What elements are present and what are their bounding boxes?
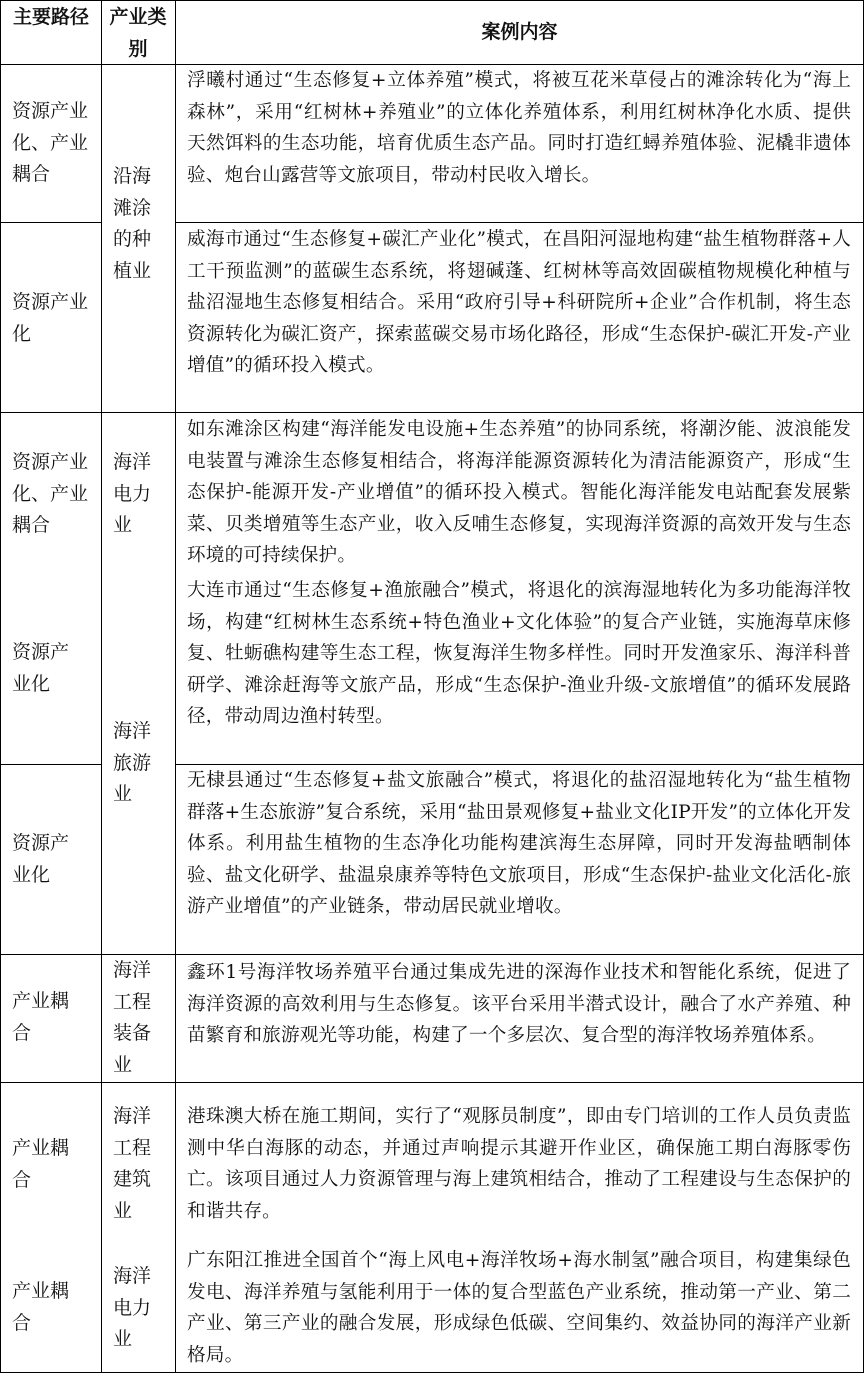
row-divider: [0, 222, 101, 223]
case-content-cell: 鑫环1号海洋牧场养殖平台通过集成先进的深海作业技术和智能化系统，促进了海洋资源的高效利用与生态修复。该平台采用半潜式设计，融合了水产养殖、种苗繁育和旅游观光等功能，构建了一个多层次、复合型的海洋牧场养殖体系。: [187, 962, 851, 1046]
row-divider: [175, 222, 864, 223]
case-content-cell: 无棣县通过“生态修复+盐文旅融合”模式，将退化的盐沼湿地转化为“盐生植物群落+生态旅游”复合系统，采用“盐田景观修复+盐业文化IP开发”的立体化开发体系。利用盐生植物的生态净化功能构建滨海生态屏障，同时开发海盐晒制体验、盐文化研学、盐温泉康养等特色文旅项目，形成“生态保护-盐业文化活化-旅游产业增值”的产业链条，带动居民就业增收。: [187, 770, 851, 917]
path-cell: 资源产业化、产业耦合: [12, 100, 89, 185]
category-cell: 海洋电力业: [113, 451, 152, 536]
category-cell: 海洋工程建筑业: [113, 1105, 152, 1222]
category-cell: 海洋工程装备业: [113, 959, 152, 1076]
path-cell: 资源产业化、产业耦合: [12, 451, 89, 536]
path-cell: 产业耦合: [12, 1280, 70, 1334]
case-content-cell: 广东阳江推进全国首个“海上风电+海洋牧场+海水制氢”融合项目，构建集绿色发电、海洋养殖与氢能利用于一体的复合型蓝色产业系统，推动第一产业、第二产业、第三产业的融合发展，形成绿色低碳、空间集约、效益协同的海洋产业新格局。: [187, 1250, 851, 1366]
path-cell: 资源产业化: [12, 832, 70, 886]
path-cell: 资源产业化: [12, 641, 70, 695]
table-border-left: [0, 0, 1, 1373]
table-border-right: [863, 0, 864, 1373]
header-case-content: 案例内容: [481, 21, 558, 43]
case-content-cell: 如东滩涂区构建“海洋能发电设施+生态养殖”的协同系统，将潮汐能、波浪能发电装置与滩涂生态修复相结合，将海洋能源资源转化为清洁能源资产，形成“生态保护-能源开发-产业增值”的循环投入模式。智能化海洋能发电站配套发展紫菜、贝类增殖等生态产业，收入反哺生态修复，实现海洋资源的高效开发与生态环境的可持续保护。: [187, 419, 851, 566]
path-cell: 资源产业化: [12, 291, 89, 345]
path-cell: 产业耦合: [12, 1137, 70, 1191]
case-content-cell: 浮曦村通过“生态修复+立体养殖”模式，将被互花米草侵占的滩涂转化为“海上森林”，采用“红树林+养殖业”的立体化养殖体系，利用红树林净化水质、提供天然饵料的生态功能，培育优质生态产品。同时打造红蟳养殖体验、泥橇非遗体验、炮台山露营等文旅项目，带动村民收入增长。: [187, 70, 851, 186]
row-divider: [0, 1082, 864, 1083]
row-divider: [0, 764, 101, 765]
header-industry-category: 产业类别: [109, 6, 167, 60]
case-content-cell: 威海市通过“生态修复+碳汇产业化”模式，在昌阳河湿地构建“盐生植物群落+人工干预监测”的蓝碳生态系统，将翅碱蓬、红树林等高效固碳植物规模化种植与盐沼湿地生态修复相结合。采用“政府引导+科研院所+企业”合作机制，将生态资源转化为碳汇资产，探索蓝碳交易市场化路径，形成“生态保护-碳汇开发-产业增值”的循环投入模式。: [187, 229, 851, 376]
row-divider: [0, 412, 864, 413]
case-content-cell: 港珠澳大桥在施工期间，实行了“观豚员制度”，即由专门培训的工作人员负责监测中华白海豚的动态，并通过声响提示其避开作业区，确保施工期白海豚零伤亡。该项目通过人力资源管理与海上建筑相结合，推动了工程建设与生态保护的和谐共存。: [187, 1106, 851, 1222]
category-cell: 海洋旅游业: [113, 720, 152, 805]
column-divider: [175, 0, 176, 1373]
category-cell: 沿海滩涂的种植业: [113, 165, 152, 282]
header-main-path: 主要路径: [12, 6, 89, 28]
column-divider: [101, 0, 102, 1373]
case-content-cell: 大连市通过“生态修复+渔旅融合”模式，将退化的滨海湿地转化为多功能海洋牧场，构建“红树林生态系统+特色渔业+文化体验”的复合产业链，实施海草床修复、牡蛎礁构建等生态工程，恢复海洋生物多样性。同时开发渔家乐、海洋科普研学、滩涂赶海等文旅产品，形成“生态保护-渔业升级-文旅增值”的循环发展路径，带动周边渔村转型。: [187, 580, 851, 727]
path-cell: 产业耦合: [12, 990, 70, 1044]
category-cell: 海洋电力业: [113, 1265, 152, 1350]
